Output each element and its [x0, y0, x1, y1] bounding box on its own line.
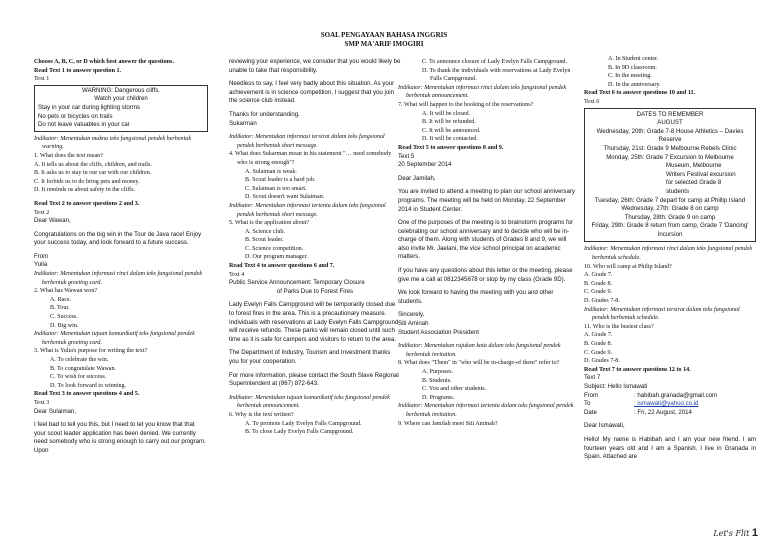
option[interactable]: C. Science competition.: [245, 245, 304, 252]
instructions: Choose A, B, C, or D which best answer the questions.: [34, 59, 174, 65]
read-text-5-heading: Read Text 5 to answer questions 8 and 9.: [398, 144, 504, 151]
option[interactable]: A. Science club.: [245, 228, 285, 235]
column-4: [584, 55, 756, 539]
read-text-3-heading: Read Text 3 to answer questions 4 and 5.: [34, 391, 140, 398]
option[interactable]: A. Race.: [50, 296, 72, 303]
option[interactable]: C. Grade 9.: [584, 349, 613, 356]
invitation-signer-role: Student Association President: [398, 328, 479, 336]
indicator-10: Indikator: Menentukan informasi rinci dalam teks fungsional pendek berbentuk schedule.: [584, 246, 753, 262]
schedule-entry: Wednesday, 27th: Grade 8 on camp: [621, 205, 719, 213]
invitation-closing: Sincerely,: [398, 311, 425, 319]
invitation-paragraph: You are invited to attend a meeting to plan our school anniversary programs. The meeting will be held on Monday, 22 September 2014 in Student Center.: [398, 188, 575, 213]
option[interactable]: D. In the anniversary.: [608, 81, 661, 88]
option[interactable]: A. Sulaiman is weak.: [245, 168, 297, 175]
column-2: [229, 58, 401, 539]
question-8: 8. What does "Them" in "who will be in-charge-of them" refer to?: [398, 360, 560, 367]
email-from-label: From: [584, 391, 599, 399]
notice-line: No pets or bicycles on trails: [38, 112, 113, 120]
text-2-label: Text 2: [34, 209, 50, 216]
option[interactable]: D. Grades 7-8.: [584, 298, 620, 305]
option[interactable]: B. Grade 8.: [584, 341, 613, 347]
indicator-4: Indikator: Menentukan informasi tersirat dalam teks fungsional pendek berbentuk short message.: [229, 134, 385, 149]
indicator-5: Indikator: Menentukan informasi tertentu dalam teks fungsional pendek berbentuk short message.: [229, 202, 386, 218]
schedule-entry-cont: for selected Grade 8: [666, 179, 722, 187]
invitation-date: 20 September 2014: [398, 161, 452, 169]
read-text-4-heading: Read Text 4 to answer questions 6 and 7.: [229, 263, 335, 270]
message-paragraph: Needless to say, I feel very badly about this situation. As your achievement is in science competition, I suggest that you join the science club instead.: [229, 80, 395, 105]
announcement-body: Lady Evelyn Falls Campground will be temporarily closed due to forest fires in the area. This is a precautionary measure. Individuals with reservations at Lady Evelyn Falls Campground will receive refunds. These parks will remain closed until such time as it is safe for campers and visitors to return to the area.: [229, 301, 399, 343]
option[interactable]: D. Programs.: [422, 394, 455, 401]
option[interactable]: B. Tour.: [50, 305, 70, 312]
invitation-paragraph: If you have any questions about this letter or the meeting, please give me a call at 0812345678 or stop by my class (Grade 9D).: [398, 267, 573, 283]
indicator-11: Indikator: Menentukan informasi tersirat dalam teks fungsional pendek berbentuk schedule.: [584, 306, 740, 322]
schedule-entry: Monday, 25th: Grade 7 Excursion to Melbourne: [606, 153, 734, 161]
schedule-title: DATES TO REMEMBER: [636, 110, 704, 118]
option[interactable]: D. It reminds us about safety in the cliffs.: [34, 187, 136, 194]
greeting-from: From: [34, 252, 49, 260]
text-5-label: Text 5: [398, 152, 415, 160]
option[interactable]: B. It asks us to stay in our car with our children.: [34, 170, 152, 177]
option[interactable]: B. To close Lady Evelyn Falls Campground.: [245, 429, 354, 436]
option[interactable]: B. Grade 8.: [584, 280, 613, 287]
announcement-thanks: The Department of Industry, Tourism and Investment thanks you for your cooperation.: [229, 349, 391, 365]
option[interactable]: A. It tells us about the cliffs, children, and trails.: [34, 161, 152, 168]
schedule-entry-cont: Museum, Melbourne: [666, 162, 722, 170]
option[interactable]: D. Grades 7-8.: [584, 358, 620, 365]
option[interactable]: C. To wish for success.: [50, 374, 107, 381]
announcement-contact: For more information, please contact the South Slave Regional Superintendent at (867) 872-643.: [229, 371, 399, 388]
question-4: 4. What does Sukarman mean in his statement "… need somebody who is strong enough"?: [229, 151, 392, 166]
invitation-paragraph: One of the purposes of the meeting is to brainstorm programs for celebrating our school anniversary and to decide who will be in-charge of them. Along with students of Grades 8 and 9, we will also invite Mr. Jaelani, the vice school principal on academic matters.: [398, 219, 574, 261]
indicator-9: Indikator: Menentukan informasi tertentu dalam teks fungsional pendek berbentuk invitation.: [398, 403, 574, 418]
question-2: 2. What has Wawan won?: [34, 288, 98, 295]
read-text-6-heading: Read Text 6 to answer questions 10 and 11.: [584, 90, 696, 97]
option[interactable]: D. Big win.: [50, 322, 79, 329]
read-text-7-heading: Read Text 7 to answer questions 12 to 14.: [584, 366, 691, 373]
message-thanks: Thanks for understanding.: [229, 110, 300, 118]
email-subject: Subject: Hello Ismawati: [584, 382, 648, 390]
question-1: 1. What does the text mean?: [34, 152, 103, 159]
schedule-entry: Thursday, 21st: Grade 9 Melbourne Rebels Clinic: [603, 144, 737, 152]
email-salutation: Dear Ismawati,: [584, 422, 625, 430]
email-from-row: [584, 392, 756, 401]
invitation-signer: Siti Aminah: [398, 320, 429, 328]
option[interactable]: D. Scout doesn't want Sulaiman.: [245, 194, 325, 201]
option[interactable]: B. Scout leader is a hard job.: [245, 177, 316, 184]
option[interactable]: C. Sulaiman is too smart.: [245, 185, 307, 192]
option[interactable]: B. In 9D classroom.: [608, 64, 657, 71]
question-3: 3. What is Yulia's purpose for writing the text?: [34, 348, 148, 355]
email-date-value: : Fri, 22 August, 2014: [634, 408, 692, 416]
indicator-3: Indikator: Menentukan tujuan komunikatif teks fungsional pendek berbentuk greeting card.: [34, 331, 195, 346]
question-6: 6. Why is the text written?: [229, 411, 294, 418]
option[interactable]: A. Purposes.: [422, 369, 453, 375]
schedule-entry: Friday, 29th: Grade 8 return from camp, Grade 7 'Dancing' Incursion: [591, 222, 749, 238]
message-salutation: Dear Sulaiman,: [34, 407, 76, 415]
option[interactable]: C. You and other students.: [422, 386, 487, 393]
option[interactable]: A. To celebrate the win.: [50, 357, 109, 363]
option[interactable]: B. Students.: [422, 377, 452, 384]
column-1: [34, 58, 208, 539]
footer-label: Let's Flit: [713, 529, 750, 538]
text-1-label: Text 1: [34, 76, 50, 83]
greeting-body: Congratulations on the big win in the Tour de Java race! Enjoy your success today, and look forward to a future success.: [34, 230, 202, 247]
indicator-8: Indikator: Menentukan rujukan kata dalam teks fungsional pendek berbentuk invitation.: [398, 343, 561, 358]
option[interactable]: A. In Student center.: [608, 56, 659, 62]
schedule-entry-cont: Writers Festival excursion: [666, 170, 736, 178]
option[interactable]: A. Grade 7.: [584, 272, 613, 279]
schedule-entry-cont: students: [666, 187, 690, 195]
text-3-label: Text 3: [34, 399, 50, 406]
notice-line: Do not leave valuables in your car: [38, 121, 130, 129]
email-date-label: Date: [584, 408, 597, 416]
indicator-2: Indikator: Menentukan informasi rinci dalam teks fungsional pendek berbentuk greeting card.: [34, 271, 203, 286]
school-name: SMP MA'ARIF IMOGIRI: [344, 40, 424, 48]
indicator-7: Indikator: Menentukan informasi rinci dalam teks fungsional pendek berbentuk announcement.: [398, 84, 567, 100]
notice-line: WARNING: Dangerous cliffs.: [82, 86, 160, 94]
indicator-6: Indikator: Menentukan tujuan komunikatif teks fungsional pendek berbentuk announcement.: [229, 394, 390, 410]
message-body-cont: reviewing your experience, we consider that you would likely be unable to take that responsibility.: [229, 58, 401, 74]
option[interactable]: B. It will be refunded.: [422, 119, 476, 126]
schedule-month: AUGUST: [657, 119, 683, 127]
option[interactable]: B. Scout leader.: [245, 237, 284, 244]
option[interactable]: A. To promote Lady Evelyn Falls Campground.: [245, 420, 362, 427]
option[interactable]: C. It will be announced.: [422, 127, 481, 134]
option[interactable]: D. To thank the individuals with reservations at Lady Evelyn Falls Campground.: [422, 67, 571, 83]
message-signature: Sukarman: [229, 119, 257, 127]
message-body: I feel bad to tell you this, but I need to let you know that that your scout leader application has been denied. We currently need somebody who is strong enough to carry out our program. Upon: [34, 421, 206, 454]
question-5: 5. What is the application about?: [229, 220, 310, 227]
announcement-title: Public Service Announcement: Temporary Closure: [229, 279, 365, 287]
option[interactable]: C. To announce closure of Lady Evelyn Falls Campground.: [422, 59, 568, 65]
question-11: 11. Who is the busiest class?: [584, 323, 654, 330]
schedule-entry: Wednesday, 20th: Grade 7-8 House Athletics – Davies Reserve: [596, 127, 744, 144]
schedule-entry: Thursday, 28th: Grade 9 on camp: [624, 213, 716, 221]
option[interactable]: B. To congratulate Wawan.: [50, 365, 117, 372]
question-7: 7. What will happen to the booking of the reservations?: [398, 101, 534, 108]
option[interactable]: C. It forbids us to do bring pets and money.: [34, 178, 140, 185]
page-footer: [713, 527, 758, 539]
option[interactable]: C. Success.: [50, 314, 78, 321]
schedule-entry: Tuesday, 26th: Grade 7 depart for camp at Phillip Island: [594, 196, 746, 204]
option[interactable]: D. It will be contacted.: [422, 136, 478, 143]
option[interactable]: A. It will be closed.: [422, 110, 471, 117]
text-7-label: Text 7: [584, 374, 601, 382]
text-6-label: Text 6: [584, 98, 600, 105]
email-to-link[interactable]: : ismawati@yahoo.co.id: [634, 400, 699, 408]
notice-line: Watch your children: [94, 95, 148, 103]
email-body: Hello! My name is Habibah and I am your new friend. I am fourteen years old and I am a Spanish. I live in Granada in Spain. Attached are: [584, 435, 756, 461]
email-date-row: [584, 409, 756, 418]
dates-to-remember-box: [584, 108, 756, 243]
indicator-1: Indikator: Menentukan makna teks fungsional pendek berbentuk warning.: [34, 135, 192, 151]
notice-line: Stay in your car during lighting storms: [38, 103, 140, 111]
warning-notice-box: [34, 85, 208, 132]
option[interactable]: C. Grade 9.: [584, 289, 613, 296]
option[interactable]: C. In the meeting.: [608, 73, 652, 80]
email-to-label: To: [584, 400, 591, 408]
option[interactable]: D. To look forward to winning.: [50, 382, 127, 389]
option[interactable]: A. Grade 7.: [584, 332, 613, 339]
greeting-sender: Yulia: [34, 261, 48, 269]
invitation-paragraph: We look forward to having the meeting with you and other students.: [398, 289, 554, 305]
text-4-label: Text 4: [229, 271, 245, 278]
greeting-salutation: Dear Wawan,: [34, 217, 71, 225]
read-text-1-heading: Read Text 1 to answer question 1.: [34, 67, 122, 74]
read-text-2-heading: Read Text 2 to answer questions 2 and 3.: [34, 200, 140, 207]
invitation-salutation: Dear Jamilah,: [398, 174, 436, 182]
column-3: [398, 58, 578, 539]
email-to-row: [584, 400, 756, 409]
page-number: 1: [751, 527, 758, 539]
question-10: 10. Who will camp at Philip Island?: [584, 263, 672, 270]
document-title: SOAL PENGAYAAN BAHASA INGGRIS: [320, 31, 448, 39]
announcement-title-line2: of Parks Due to Forest Fires: [276, 287, 354, 295]
option[interactable]: D. Our program manager.: [245, 254, 308, 261]
email-from-value: : habibah.granada@gmail.com: [634, 391, 718, 399]
question-9: 9. Where can Jamilah meet Siti Aminah?: [398, 420, 498, 427]
